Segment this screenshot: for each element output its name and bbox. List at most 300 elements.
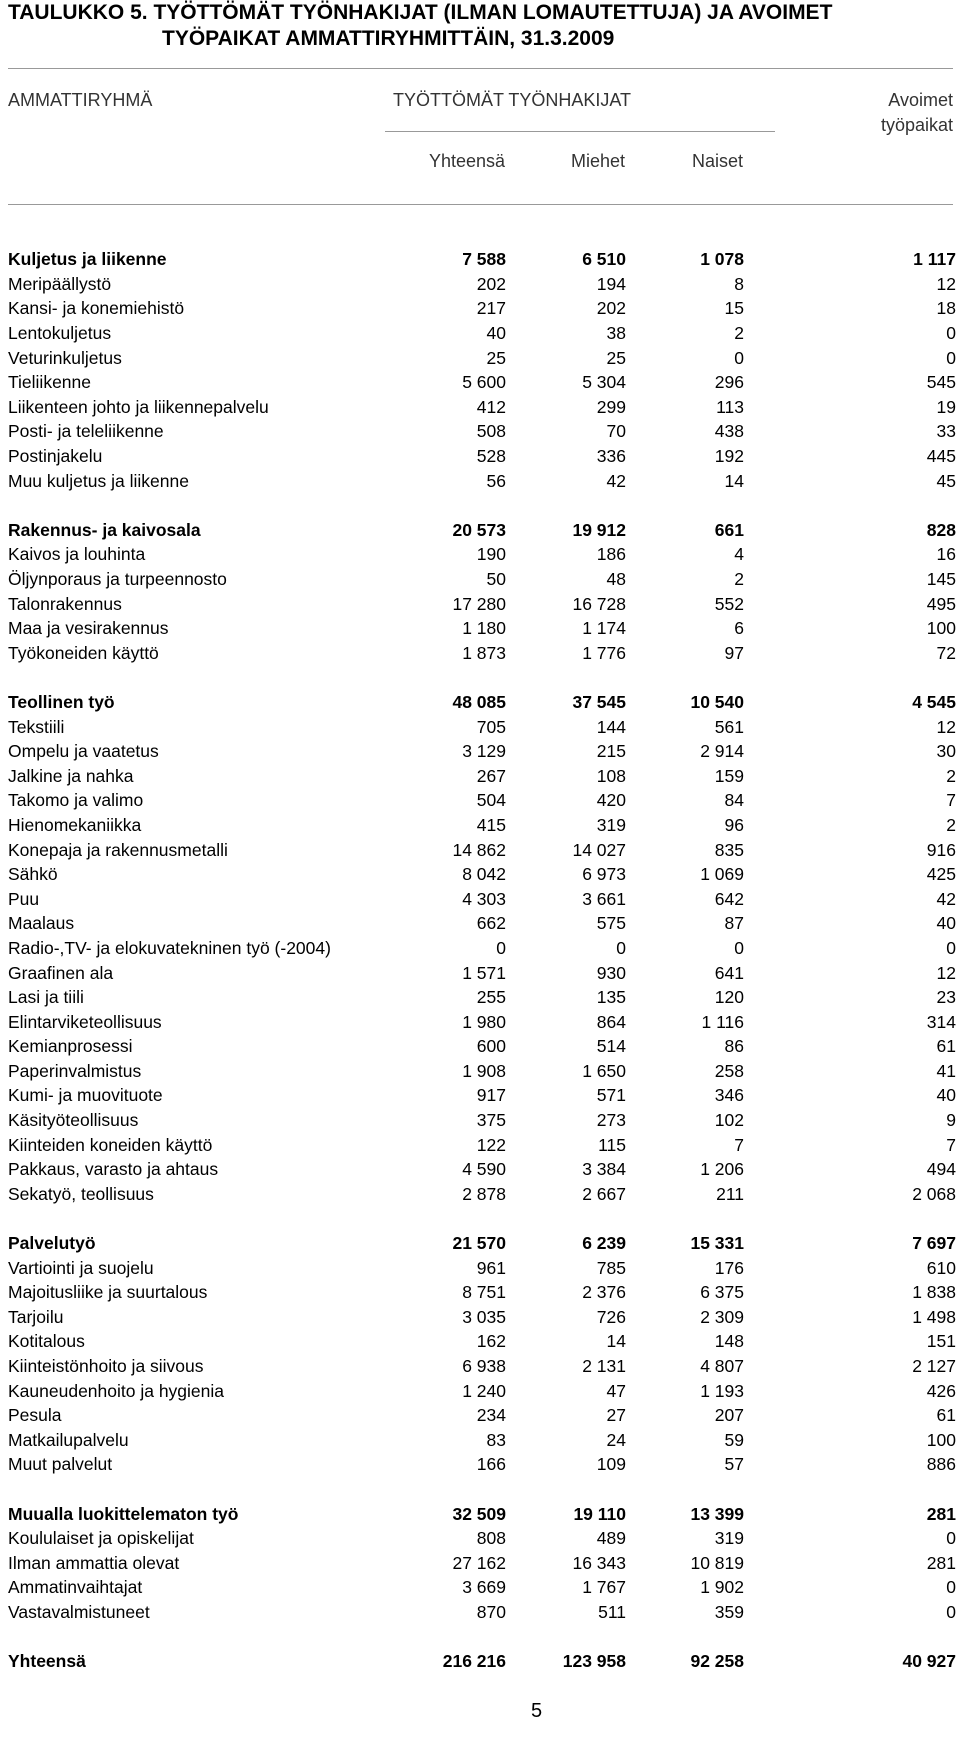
row-name: Elintarviketeollisuus (8, 1011, 162, 1032)
row-women: 92 258 (690, 1651, 744, 1672)
spacer-cell (0, 1624, 956, 1649)
row-total: 961 (476, 1257, 506, 1278)
table-row (0, 419, 956, 444)
spacer-cell (0, 665, 956, 690)
row-name: Radio-,TV- ja elokuvatekninen työ (-2004) (8, 937, 331, 958)
row-women: 15 331 (690, 1233, 744, 1254)
row-men: 6 973 (582, 864, 626, 885)
row-vacancies: 610 (926, 1257, 956, 1278)
table-row (0, 813, 956, 838)
row-men: 3 384 (582, 1159, 626, 1180)
row-total: 56 (486, 470, 506, 491)
row-women: 211 (716, 1183, 744, 1204)
table-row (0, 616, 956, 641)
spacer-cell (0, 1477, 956, 1502)
spacer-row (0, 493, 956, 518)
row-total: 17 280 (452, 593, 506, 614)
row-men: 420 (596, 790, 626, 811)
row-men: 70 (606, 421, 626, 442)
row-men: 511 (598, 1601, 626, 1622)
row-men: 123 958 (562, 1651, 626, 1672)
row-name: Ompelu ja vaatetus (8, 741, 159, 762)
row-women: 57 (724, 1454, 744, 1475)
row-total: 48 085 (452, 691, 506, 712)
header-total: Yhteensä (428, 151, 505, 171)
row-total: 83 (486, 1429, 506, 1450)
spacer-row (0, 1206, 956, 1231)
row-vacancies: 4 545 (912, 691, 956, 712)
header-bottom-rule (8, 204, 953, 205)
row-men: 1 776 (582, 642, 626, 663)
table-row (0, 370, 956, 395)
row-men: 5 304 (582, 372, 626, 393)
row-total: 14 862 (452, 839, 506, 860)
row-name: Koululaiset ja opiskelijat (8, 1528, 194, 1549)
row-name: Lentokuljetus (8, 323, 112, 344)
row-women: 4 (734, 544, 744, 565)
spacer-cell (0, 493, 956, 518)
row-total: 3 669 (462, 1577, 506, 1598)
row-name: Takomo ja valimo (8, 790, 144, 811)
table-row (0, 1575, 956, 1600)
row-total: 5 600 (462, 372, 506, 393)
row-women: 14 (724, 470, 744, 491)
row-name: Kumi- ja muovituote (8, 1085, 163, 1106)
row-vacancies: 12 (936, 716, 956, 737)
row-men: 514 (596, 1036, 626, 1057)
row-women: 6 375 (700, 1282, 744, 1303)
row-men: 16 728 (572, 593, 626, 614)
row-total: 412 (476, 396, 506, 417)
row-total: 375 (476, 1110, 506, 1131)
row-name: Muu kuljetus ja liikenne (8, 470, 189, 491)
row-total: 3 035 (462, 1306, 506, 1327)
row-men: 1 650 (582, 1060, 626, 1081)
row-name: Lasi ja tiili (8, 987, 84, 1008)
row-men: 48 (606, 569, 626, 590)
row-men: 336 (596, 446, 626, 467)
row-women: 120 (714, 987, 744, 1008)
row-name: Vastavalmistuneet (8, 1601, 150, 1622)
row-women: 346 (714, 1085, 744, 1106)
row-vacancies: 12 (936, 962, 956, 983)
row-women: 87 (724, 913, 744, 934)
row-vacancies: 425 (926, 864, 956, 885)
row-men: 785 (596, 1257, 626, 1278)
table-row (0, 788, 956, 813)
row-men: 215 (596, 741, 626, 762)
row-women: 1 078 (700, 249, 744, 270)
row-name: Majoitusliike ja suurtalous (8, 1282, 208, 1303)
row-women: 13 399 (690, 1503, 744, 1524)
row-women: 113 (716, 396, 744, 417)
table-row (0, 1600, 956, 1625)
table-row (0, 1083, 956, 1108)
row-name: Posti- ja teleliikenne (8, 421, 164, 442)
row-vacancies: 7 (946, 790, 956, 811)
row-total: 4 303 (462, 888, 506, 909)
row-total: 217 (476, 298, 506, 319)
row-total: 1 980 (462, 1011, 506, 1032)
row-vacancies: 151 (926, 1331, 956, 1352)
row-total: 6 938 (462, 1356, 506, 1377)
row-name: Palvelutyö (8, 1233, 96, 1254)
row-name: Muualla luokittelematon työ (8, 1503, 239, 1524)
table-row (0, 714, 956, 739)
row-name: Teollinen työ (8, 691, 115, 712)
row-women: 319 (714, 1528, 744, 1549)
row-name: Pesula (8, 1405, 62, 1426)
row-vacancies: 0 (946, 937, 956, 958)
row-name: Kauneudenhoito ja hygienia (8, 1380, 225, 1401)
row-total: 504 (476, 790, 506, 811)
spacer-row (0, 665, 956, 690)
row-total: 3 129 (462, 741, 506, 762)
table-row (0, 1526, 956, 1551)
table-title (8, 0, 948, 52)
row-total: 8 751 (462, 1282, 506, 1303)
row-men: 319 (596, 814, 626, 835)
row-total: 1 873 (462, 642, 506, 663)
row-vacancies: 281 (926, 1503, 956, 1524)
row-men: 115 (598, 1134, 626, 1155)
table-row (0, 1108, 956, 1133)
row-name: Graafinen ala (8, 962, 114, 983)
row-vacancies: 1 838 (912, 1282, 956, 1303)
row-women: 0 (734, 937, 744, 958)
row-vacancies: 12 (936, 273, 956, 294)
row-men: 6 510 (582, 249, 626, 270)
row-name: Talonrakennus (8, 593, 122, 614)
row-total: 255 (476, 987, 506, 1008)
table-row (0, 1034, 956, 1059)
row-women: 10 819 (690, 1552, 744, 1573)
table-row (0, 739, 956, 764)
row-vacancies: 494 (926, 1159, 956, 1180)
row-men: 726 (596, 1306, 626, 1327)
row-women: 661 (714, 519, 744, 540)
row-name: Jalkine ja nahka (8, 765, 134, 786)
row-vacancies: 281 (926, 1552, 956, 1573)
row-total: 1 240 (462, 1380, 506, 1401)
row-name: Maalaus (8, 913, 75, 934)
row-men: 273 (596, 1110, 626, 1131)
row-men: 1 174 (582, 618, 626, 639)
group-row (0, 1649, 956, 1674)
row-total: 1 571 (462, 962, 506, 983)
table-row (0, 542, 956, 567)
table-row (0, 1132, 956, 1157)
table-row (0, 1428, 956, 1453)
row-vacancies: 61 (936, 1036, 956, 1057)
row-total: 166 (476, 1454, 506, 1475)
row-men: 38 (606, 323, 626, 344)
row-vacancies: 495 (926, 593, 956, 614)
row-women: 1 069 (700, 864, 744, 885)
row-men: 1 767 (582, 1577, 626, 1598)
row-vacancies: 2 127 (912, 1356, 956, 1377)
row-men: 299 (596, 396, 626, 417)
row-women: 8 (734, 273, 744, 294)
row-total: 234 (476, 1405, 506, 1426)
table-row (0, 641, 956, 666)
row-men: 19 110 (573, 1503, 626, 1524)
table-row (0, 1059, 956, 1084)
header-vacancies-line2: työpaikat (880, 115, 953, 135)
table-row (0, 1452, 956, 1477)
row-total: 917 (476, 1085, 506, 1106)
row-women: 102 (714, 1110, 744, 1131)
row-women: 2 (734, 569, 744, 590)
row-name: Tarjoilu (8, 1306, 64, 1327)
row-name: Sekatyö, teollisuus (8, 1183, 154, 1204)
row-men: 930 (596, 962, 626, 983)
row-name: Pakkaus, varasto ja ahtaus (8, 1159, 219, 1180)
row-name: Kotitalous (8, 1331, 85, 1352)
row-vacancies: 42 (936, 888, 956, 909)
row-name: Puu (8, 888, 40, 909)
table-row (0, 1182, 956, 1207)
spacer-row (0, 1477, 956, 1502)
row-total: 162 (476, 1331, 506, 1352)
header-men: Miehet (570, 151, 625, 171)
table-row (0, 272, 956, 297)
row-men: 14 (606, 1331, 626, 1352)
row-women: 159 (714, 765, 744, 786)
row-name: Matkailupalvelu (8, 1429, 129, 1450)
row-name: Postinjakelu (8, 446, 103, 467)
row-vacancies: 2 068 (912, 1183, 956, 1204)
row-vacancies: 7 (946, 1134, 956, 1155)
row-total: 32 509 (452, 1503, 506, 1524)
row-name: Hienomekaniikka (8, 814, 142, 835)
row-name: Muut palvelut (8, 1454, 113, 1475)
row-vacancies: 886 (926, 1454, 956, 1475)
row-women: 438 (714, 421, 744, 442)
row-vacancies: 18 (936, 298, 956, 319)
table-row (0, 567, 956, 592)
row-vacancies: 9 (946, 1110, 956, 1131)
table-row (0, 321, 956, 346)
table-row (0, 1009, 956, 1034)
row-name: Tekstiili (8, 716, 65, 737)
table-row (0, 911, 956, 936)
table-row (0, 1329, 956, 1354)
header-applicants: TYÖTTÖMÄT TYÖNHAKIJAT (393, 90, 632, 110)
row-name: Yhteensä (8, 1651, 86, 1672)
row-name: Kiinteiden koneiden käyttö (8, 1134, 213, 1155)
row-men: 489 (596, 1528, 626, 1549)
row-name: Rakennus- ja kaivosala (8, 519, 201, 540)
title-line-1: TAULUKKO 5. TYÖTTÖMÄT TYÖNHAKIJAT (ILMAN LOMAUTETTUJA) JA AVOIMET (8, 1, 833, 24)
row-vacancies: 0 (946, 1528, 956, 1549)
row-men: 24 (606, 1429, 626, 1450)
row-total: 8 042 (462, 864, 506, 885)
top-rule (8, 68, 953, 69)
row-name: Meripäällystö (8, 273, 112, 294)
row-women: 2 914 (700, 741, 744, 762)
row-name: Työkoneiden käyttö (8, 642, 159, 663)
title-line-2: TYÖPAIKAT AMMATTIRYHMITTÄIN, 31.3.2009 (162, 27, 615, 50)
row-women: 1 193 (700, 1380, 744, 1401)
row-name: Käsityöteollisuus (8, 1110, 139, 1131)
row-total: 50 (486, 569, 506, 590)
header-group: AMMATTIRYHMÄ (8, 90, 153, 110)
table-row (0, 395, 956, 420)
row-name: Kuljetus ja liikenne (8, 249, 167, 270)
table-row (0, 960, 956, 985)
row-men: 19 912 (572, 519, 626, 540)
row-vacancies: 0 (946, 1601, 956, 1622)
row-women: 1 116 (701, 1011, 744, 1032)
group-row (0, 1501, 956, 1526)
row-total: 267 (476, 765, 506, 786)
row-total: 662 (476, 913, 506, 934)
row-total: 870 (476, 1601, 506, 1622)
row-total: 808 (476, 1528, 506, 1549)
row-total: 7 588 (462, 249, 506, 270)
table-row (0, 763, 956, 788)
row-women: 1 902 (700, 1577, 744, 1598)
table-row (0, 886, 956, 911)
row-name: Kansi- ja konemiehistö (8, 298, 185, 319)
row-name: Maa ja vesirakennus (8, 618, 169, 639)
row-women: 296 (714, 372, 744, 393)
table-row (0, 1157, 956, 1182)
row-men: 571 (596, 1085, 626, 1106)
row-name: Öljynporaus ja turpeennosto (8, 569, 227, 590)
row-men: 108 (596, 765, 626, 786)
row-vacancies: 100 (926, 618, 956, 639)
row-vacancies: 2 (946, 814, 956, 835)
table-row (0, 345, 956, 370)
group-row (0, 1231, 956, 1256)
row-vacancies: 445 (926, 446, 956, 467)
row-total: 20 573 (452, 519, 506, 540)
applicants-rule (385, 131, 775, 132)
table-row (0, 1550, 956, 1575)
row-total: 21 570 (452, 1233, 506, 1254)
row-total: 202 (476, 273, 506, 294)
table-row (0, 862, 956, 887)
row-total: 508 (476, 421, 506, 442)
row-men: 864 (596, 1011, 626, 1032)
row-women: 258 (714, 1060, 744, 1081)
row-women: 96 (724, 814, 744, 835)
group-row (0, 690, 956, 715)
table-row (0, 444, 956, 469)
row-men: 16 343 (572, 1552, 626, 1573)
row-women: 2 (734, 323, 744, 344)
row-name: Sähkö (8, 864, 58, 885)
occupation-table (0, 247, 956, 1673)
page-number: 5 (530, 1700, 543, 1722)
row-vacancies: 916 (926, 839, 956, 860)
row-women: 0 (734, 347, 744, 368)
row-men: 25 (606, 347, 626, 368)
row-vacancies: 2 (946, 765, 956, 786)
row-name: Veturinkuljetus (8, 347, 122, 368)
row-women: 6 (734, 618, 744, 639)
row-vacancies: 40 927 (902, 1651, 956, 1672)
row-women: 59 (724, 1429, 744, 1450)
row-men: 186 (596, 544, 626, 565)
row-vacancies: 16 (936, 544, 956, 565)
row-women: 642 (714, 888, 744, 909)
row-women: 641 (714, 962, 744, 983)
table-row (0, 1305, 956, 1330)
row-total: 190 (476, 544, 506, 565)
row-men: 2 667 (582, 1183, 626, 1204)
row-men: 47 (606, 1380, 626, 1401)
row-women: 86 (724, 1036, 744, 1057)
row-women: 359 (714, 1601, 744, 1622)
row-name: Liikenteen johto ja liikennepalvelu (8, 396, 269, 417)
row-men: 42 (606, 470, 626, 491)
row-vacancies: 145 (926, 569, 956, 590)
row-women: 4 807 (700, 1356, 744, 1377)
row-name: Paperinvalmistus (8, 1060, 142, 1081)
row-total: 4 590 (462, 1159, 506, 1180)
table-row (0, 936, 956, 961)
row-name: Kaivos ja louhinta (8, 544, 146, 565)
row-total: 2 878 (462, 1183, 506, 1204)
table-row (0, 296, 956, 321)
row-name: Vartiointi ja suojelu (8, 1257, 154, 1278)
row-total: 216 216 (442, 1651, 506, 1672)
row-vacancies: 72 (936, 642, 956, 663)
row-total: 27 162 (452, 1552, 506, 1573)
table-row (0, 591, 956, 616)
row-name: Kemianprosessi (8, 1036, 133, 1057)
group-row (0, 518, 956, 543)
row-women: 97 (724, 642, 744, 663)
row-men: 2 376 (582, 1282, 626, 1303)
row-men: 144 (596, 716, 626, 737)
row-vacancies: 61 (936, 1405, 956, 1426)
row-vacancies: 23 (936, 987, 956, 1008)
row-name: Ammatinvaihtajat (8, 1577, 143, 1598)
spacer-row (0, 1624, 956, 1649)
row-women: 10 540 (690, 691, 744, 712)
row-total: 528 (476, 446, 506, 467)
group-row (0, 247, 956, 272)
row-women: 835 (714, 839, 744, 860)
row-vacancies: 33 (936, 421, 956, 442)
header-vacancies-line1: Avoimet (888, 90, 953, 110)
row-women: 148 (714, 1331, 744, 1352)
table-row (0, 468, 956, 493)
table-row (0, 1354, 956, 1379)
row-total: 705 (476, 716, 506, 737)
row-vacancies: 40 (936, 1085, 956, 1106)
row-men: 27 (606, 1405, 626, 1426)
row-vacancies: 545 (926, 372, 956, 393)
row-total: 415 (476, 814, 506, 835)
row-name: Konepaja ja rakennusmetalli (8, 839, 228, 860)
table-row (0, 1378, 956, 1403)
row-vacancies: 0 (946, 347, 956, 368)
spacer-cell (0, 1206, 956, 1231)
row-total: 122 (476, 1134, 506, 1155)
row-total: 0 (496, 937, 506, 958)
row-men: 3 661 (582, 888, 626, 909)
row-total: 40 (486, 323, 506, 344)
row-women: 552 (714, 593, 744, 614)
row-men: 6 239 (582, 1233, 626, 1254)
header-women: Naiset (691, 151, 743, 171)
table-row (0, 837, 956, 862)
